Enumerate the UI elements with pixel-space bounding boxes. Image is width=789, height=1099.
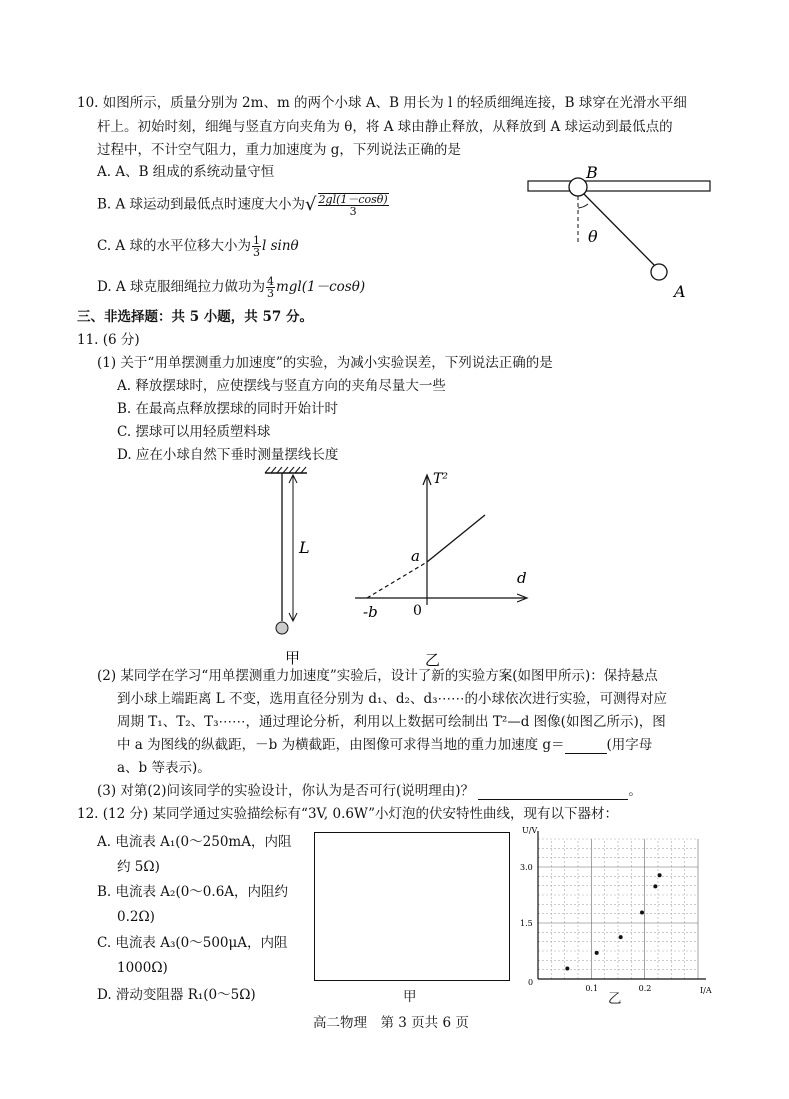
q11-part1: (1) 关于“用单摆测重力加速度”的实验，为减小实验误差，下列说法正确的是: [97, 355, 553, 371]
x-tick-label: 0.2: [638, 984, 652, 993]
ui-grid: [538, 839, 698, 979]
ui-axes: [538, 831, 706, 979]
q10-option-d-den: 3: [266, 287, 274, 300]
q10-option-d-text: D. A 球克服细绳拉力做功为: [97, 279, 265, 295]
graph-line: [427, 515, 485, 562]
caption-yi: 乙: [425, 651, 441, 669]
caption-jia: 甲: [285, 649, 301, 667]
ball-a: [651, 264, 667, 280]
q10-option-c-den: 3: [252, 246, 260, 259]
answer-blank-feasibility[interactable]: [478, 799, 628, 800]
q11-part1-option-d: D. 应在小球自然下垂时测量摆线长度: [117, 447, 339, 463]
label-theta: θ: [588, 227, 598, 246]
section-3-heading: 三、非选择题：共 5 小题，共 57 分。: [77, 309, 313, 325]
x-axis-label: I/A: [700, 986, 712, 995]
q10-option-d-num: 4: [266, 275, 274, 288]
q12-item-a-line1: A. 电流表 A₁(0～250mA，内阻: [97, 834, 292, 850]
x-tick-label: 0.1: [585, 984, 599, 993]
label-neg-b: -b: [363, 603, 378, 621]
data-point: [658, 873, 662, 877]
q10-line1: 10. 如图所示，质量分别为 2m、m 的两个小球 A、B 用长为 l 的轻质细绳连接，B 球穿在光滑水平细: [77, 95, 687, 111]
q11-part1-option-c: C. 摆球可以用轻质塑料球: [117, 424, 271, 440]
label-a-intercept: a: [411, 547, 420, 565]
horizontal-rod: [528, 181, 710, 191]
data-point: [619, 935, 623, 939]
data-point: [653, 884, 657, 888]
q12-head: 12. (12 分) 某同学通过实验描绘标有“3V, 0.6W”小灯泡的伏安特性曲线，现有以下器材：: [77, 806, 619, 822]
data-point: [595, 951, 599, 955]
q11-part1-option-a: A. 释放摆球时，应使摆线与竖直方向的夹角尽量大一些: [117, 378, 446, 394]
q10-option-b-text: B. A 球运动到最低点时速度大小为: [97, 196, 306, 213]
y-tick-label: 1.5: [520, 919, 533, 928]
q11-part2-line3: 周期 T₁、T₂、T₃⋯⋯，通过理论分析，利用以上数据可绘制出 T²—d 图像(如图乙所示)，图: [117, 714, 666, 730]
label-d: d: [517, 569, 527, 587]
q12-item-d: D. 滑动变阻器 R₁(0～5Ω): [97, 987, 256, 1003]
q12-item-c-line2: 1000Ω): [117, 960, 168, 976]
q12-caption-jia: 甲: [403, 989, 417, 1005]
q10-line3: 过程中，不计空气阻力，重力加速度为 g，下列说法正确的是: [97, 142, 461, 158]
graph-extension-dashed: [367, 562, 427, 598]
ceiling-hatch: [265, 467, 306, 473]
ui-graph: [518, 826, 718, 1012]
theta-arc: [578, 204, 588, 208]
q11-part2-line4-tail: (用字母: [606, 737, 653, 753]
ui-points: [565, 873, 661, 970]
data-point: [565, 967, 569, 971]
q10-option-b-den: 3: [349, 205, 357, 218]
q12-item-c-line1: C. 电流表 A₃(0～500μA，内阻: [97, 935, 288, 951]
data-point: [640, 911, 644, 915]
q12-item-b-line1: B. 电流表 A₂(0～0.6A，内阻约: [97, 884, 289, 900]
q10-line2: 杆上。初始时刻，细绳与竖直方向夹角为 θ，将 A 球由静止释放，从释放到 A 球运动到最低点的: [97, 119, 673, 135]
q11-head: 11. (6 分): [77, 332, 140, 348]
q12-item-a-line2: 约 5Ω): [117, 859, 160, 875]
label-origin: 0: [413, 603, 422, 619]
q10-option-b: B. A 球运动到最低点时速度大小为√ $\frac{2gl(1-\cos\theta)}{3}$: [97, 193, 388, 218]
q11-part2-line2: 到小球上端距离 L 不变，选用直径分别为 d₁、d₂、d₃⋯⋯的小球依次进行实验，可测得对应: [117, 691, 667, 707]
q11-part2-line4: [117, 736, 652, 754]
y-tick-label: 3.0: [520, 863, 533, 872]
page-footer: 高二物理 第 3 页共 6 页: [313, 1015, 469, 1031]
q10-option-b-num: 2gl(1－cosθ): [318, 193, 388, 206]
circuit-drawing-box[interactable]: [314, 832, 510, 981]
answer-blank-g[interactable]: [565, 753, 607, 754]
q11-part3-text: (3) 对第(2)问该同学的实验设计，你认为是否可行(说明理由)？: [97, 783, 475, 799]
q10-option-c-tail: l sinθ: [261, 238, 299, 254]
label-a: A: [674, 282, 686, 301]
label-b: B: [586, 163, 598, 182]
origin-label: 0: [528, 978, 534, 987]
q10-option-d-tail: mgl(1－cosθ): [275, 279, 366, 295]
label-t-squared: T²: [433, 471, 448, 487]
q10-option-a: A. A、B 组成的系统动量守恒: [97, 164, 275, 180]
q10-option-c-num: 1: [252, 234, 260, 247]
q11-part2-line4-text: 中 a 为图线的纵截距，－b 为横截距，由图像可求得当地的重力加速度 g＝: [117, 737, 565, 753]
pendulum-ball: [276, 622, 288, 634]
ball-b: [569, 178, 587, 196]
q12-caption-yi: 乙: [608, 991, 622, 1007]
q11-part3: [97, 782, 642, 800]
q11-part2-line1: (2) 某同学在学习“用单摆测重力加速度”实验后，设计了新的实验方案(如图甲所示)：保持悬点: [97, 668, 658, 684]
q11-part2-line5: a、b 等表示)。: [117, 760, 211, 776]
q11-part1-option-b: B. 在最高点释放摆球的同时开始计时: [117, 401, 339, 417]
q10-option-d: [97, 276, 365, 299]
q11-part3-tail: 。: [628, 783, 642, 799]
y-axis-label: U/V: [522, 826, 538, 835]
q10-option-c: [97, 235, 299, 258]
label-l: L: [299, 538, 310, 557]
q12-item-b-line2: 0.2Ω): [117, 909, 155, 925]
q10-figure: [520, 158, 720, 308]
q11-figure-yi: [355, 465, 540, 680]
q11-figure-jia: [255, 465, 325, 677]
q10-option-c-text: C. A 球的水平位移大小为: [97, 238, 251, 254]
